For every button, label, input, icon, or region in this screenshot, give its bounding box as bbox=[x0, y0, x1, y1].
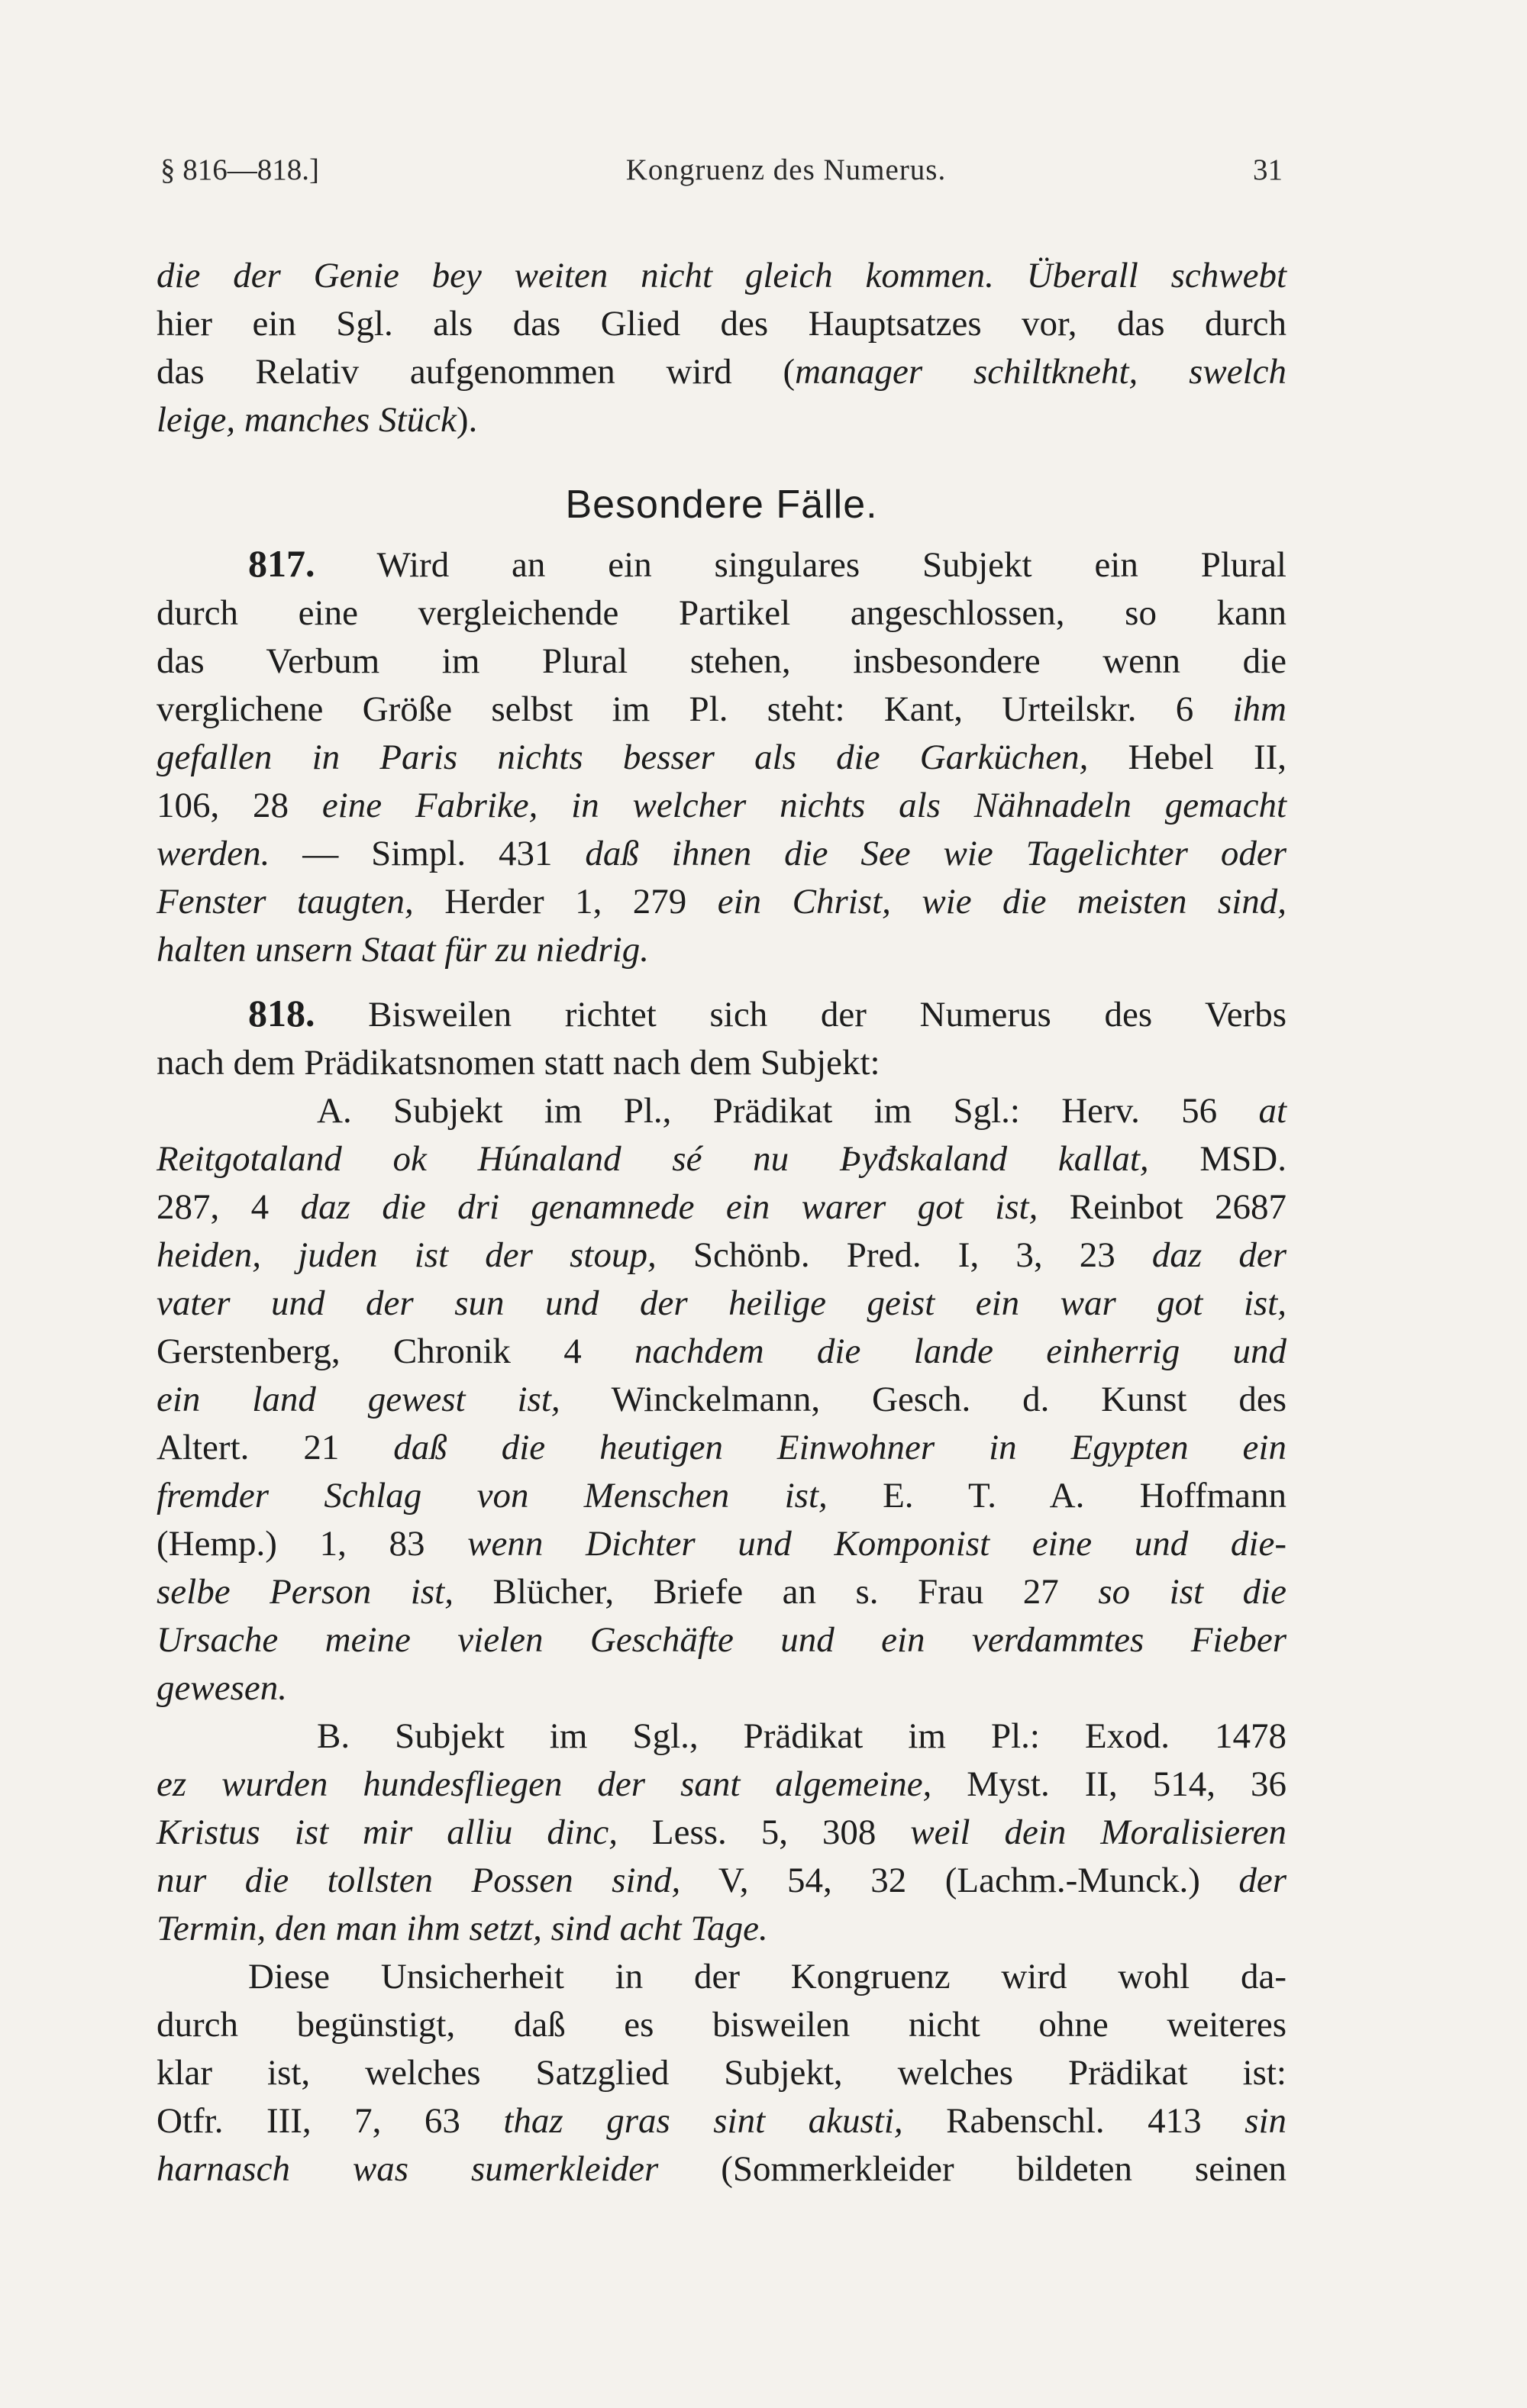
text-line: halten unsern Staat für zu niedrig. bbox=[157, 930, 649, 970]
page-number: 31 bbox=[1252, 153, 1283, 186]
text-line: Diese Unsicherheit in der Kongruenz wird wohl da- bbox=[248, 1957, 1286, 1996]
text-line: nach dem Prädikatsnomen statt nach dem Subjekt: bbox=[157, 1043, 880, 1083]
text-line: durch eine vergleichende Partikel angeschlossen, so kann bbox=[157, 593, 1286, 633]
text-line: hier ein Sgl. als das Glied des Hauptsatzes vor, das durch bbox=[157, 304, 1286, 344]
paragraph-number: 817. bbox=[248, 542, 315, 585]
text-line: das Verbum im Plural stehen, insbesondere wenn die bbox=[157, 641, 1286, 681]
text-line: werden. — Simpl. 431 daß ihnen die See wie Tagelichter oder bbox=[157, 834, 1286, 873]
text-line: die der Genie bey weiten nicht gleich kommen. Überall schwebt bbox=[157, 256, 1286, 295]
text-line: selbe Person ist, Blücher, Briefe an s. Frau 27 so ist die bbox=[157, 1572, 1286, 1612]
text-line: das Relativ aufgenommen wird (manager schiltkneht, swelch bbox=[157, 352, 1286, 392]
text-line: ein land gewest ist, Winckelmann, Gesch. d. Kunst des bbox=[157, 1380, 1286, 1419]
text-line: gewesen. bbox=[157, 1668, 287, 1708]
section-heading: Besondere Fälle. bbox=[565, 483, 878, 527]
text-line: 287, 4 daz die dri genamnede ein warer got ist, Reinbot 2687 bbox=[157, 1187, 1287, 1227]
text-line: Fenster taugten, Herder 1, 279 ein Christ, wie die meisten sind, bbox=[157, 882, 1286, 922]
text-line: leige, manches Stück). bbox=[157, 400, 478, 440]
text-line: 106, 28 eine Fabrike, in welcher nichts als Nähnadeln gemacht bbox=[157, 786, 1286, 825]
text-line: Kristus ist mir alliu dinc, Less. 5, 308 weil dein Moralisieren bbox=[157, 1812, 1286, 1852]
text-line: (Hemp.) 1, 83 wenn Dichter und Komponist eine und die- bbox=[157, 1524, 1286, 1564]
text-line: vater und der sun und der heilige geist ein war got ist, bbox=[157, 1283, 1286, 1323]
text-line: nur die tollsten Possen sind, V, 54, 32 (Lachm.-Munck.) der bbox=[157, 1861, 1286, 1900]
running-header bbox=[160, 153, 1283, 187]
text-line: Ursache meine vielen Geschäfte und ein verdammtes Fieber bbox=[157, 1620, 1286, 1660]
text-line: A. Subjekt im Pl., Prädikat im Sgl.: Herv. 56 at bbox=[317, 1091, 1286, 1131]
text-line: durch begünstigt, daß es bisweilen nicht ohne weiteres bbox=[157, 2005, 1286, 2045]
text-line: klar ist, welches Satzglied Subjekt, welches Prädikat ist: bbox=[157, 2053, 1286, 2093]
text-line: harnasch was sumerkleider (Sommerkleider bildeten seinen bbox=[157, 2149, 1286, 2189]
paragraph-818-start: 818. Bisweilen richtet sich der Numerus des Verbs bbox=[248, 992, 1286, 1035]
text-line: heiden, juden ist der stoup, Schönb. Pred. I, 3, 23 daz der bbox=[157, 1235, 1286, 1275]
text-line: Termin, den man ihm setzt, sind acht Tage. bbox=[157, 1909, 768, 1948]
text-line: Altert. 21 daß die heutigen Einwohner in Egypten ein bbox=[157, 1428, 1286, 1467]
section-range: § 816—818.] bbox=[160, 153, 319, 186]
body-text bbox=[157, 252, 1286, 2193]
running-title: Kongruenz des Numerus. bbox=[625, 153, 947, 186]
paragraph-817-start: 817. Wird an ein singulares Subjekt ein Plural bbox=[248, 542, 1286, 585]
text-line: B. Subjekt im Sgl., Prädikat im Pl.: Exod. 1478 bbox=[317, 1716, 1286, 1756]
text-line: Reitgotaland ok Húnaland sé nu Þyđskaland kallat, MSD. bbox=[157, 1139, 1286, 1179]
text-line: Otfr. III, 7, 63 thaz gras sint akusti, Rabenschl. 413 sin bbox=[157, 2101, 1287, 2141]
text-line: ez wurden hundesfliegen der sant algemeine, Myst. II, 514, 36 bbox=[157, 1764, 1286, 1804]
text-line: Gerstenberg, Chronik 4 nachdem die lande einherrig und bbox=[157, 1332, 1286, 1371]
text-line: fremder Schlag von Menschen ist, E. T. A. Hoffmann bbox=[157, 1476, 1286, 1515]
text-line: gefallen in Paris nichts besser als die Garküchen, Hebel II, bbox=[157, 738, 1287, 777]
paragraph-number: 818. bbox=[248, 992, 315, 1035]
text-line: verglichene Größe selbst im Pl. steht: Kant, Urteilskr. 6 ihm bbox=[157, 689, 1286, 729]
